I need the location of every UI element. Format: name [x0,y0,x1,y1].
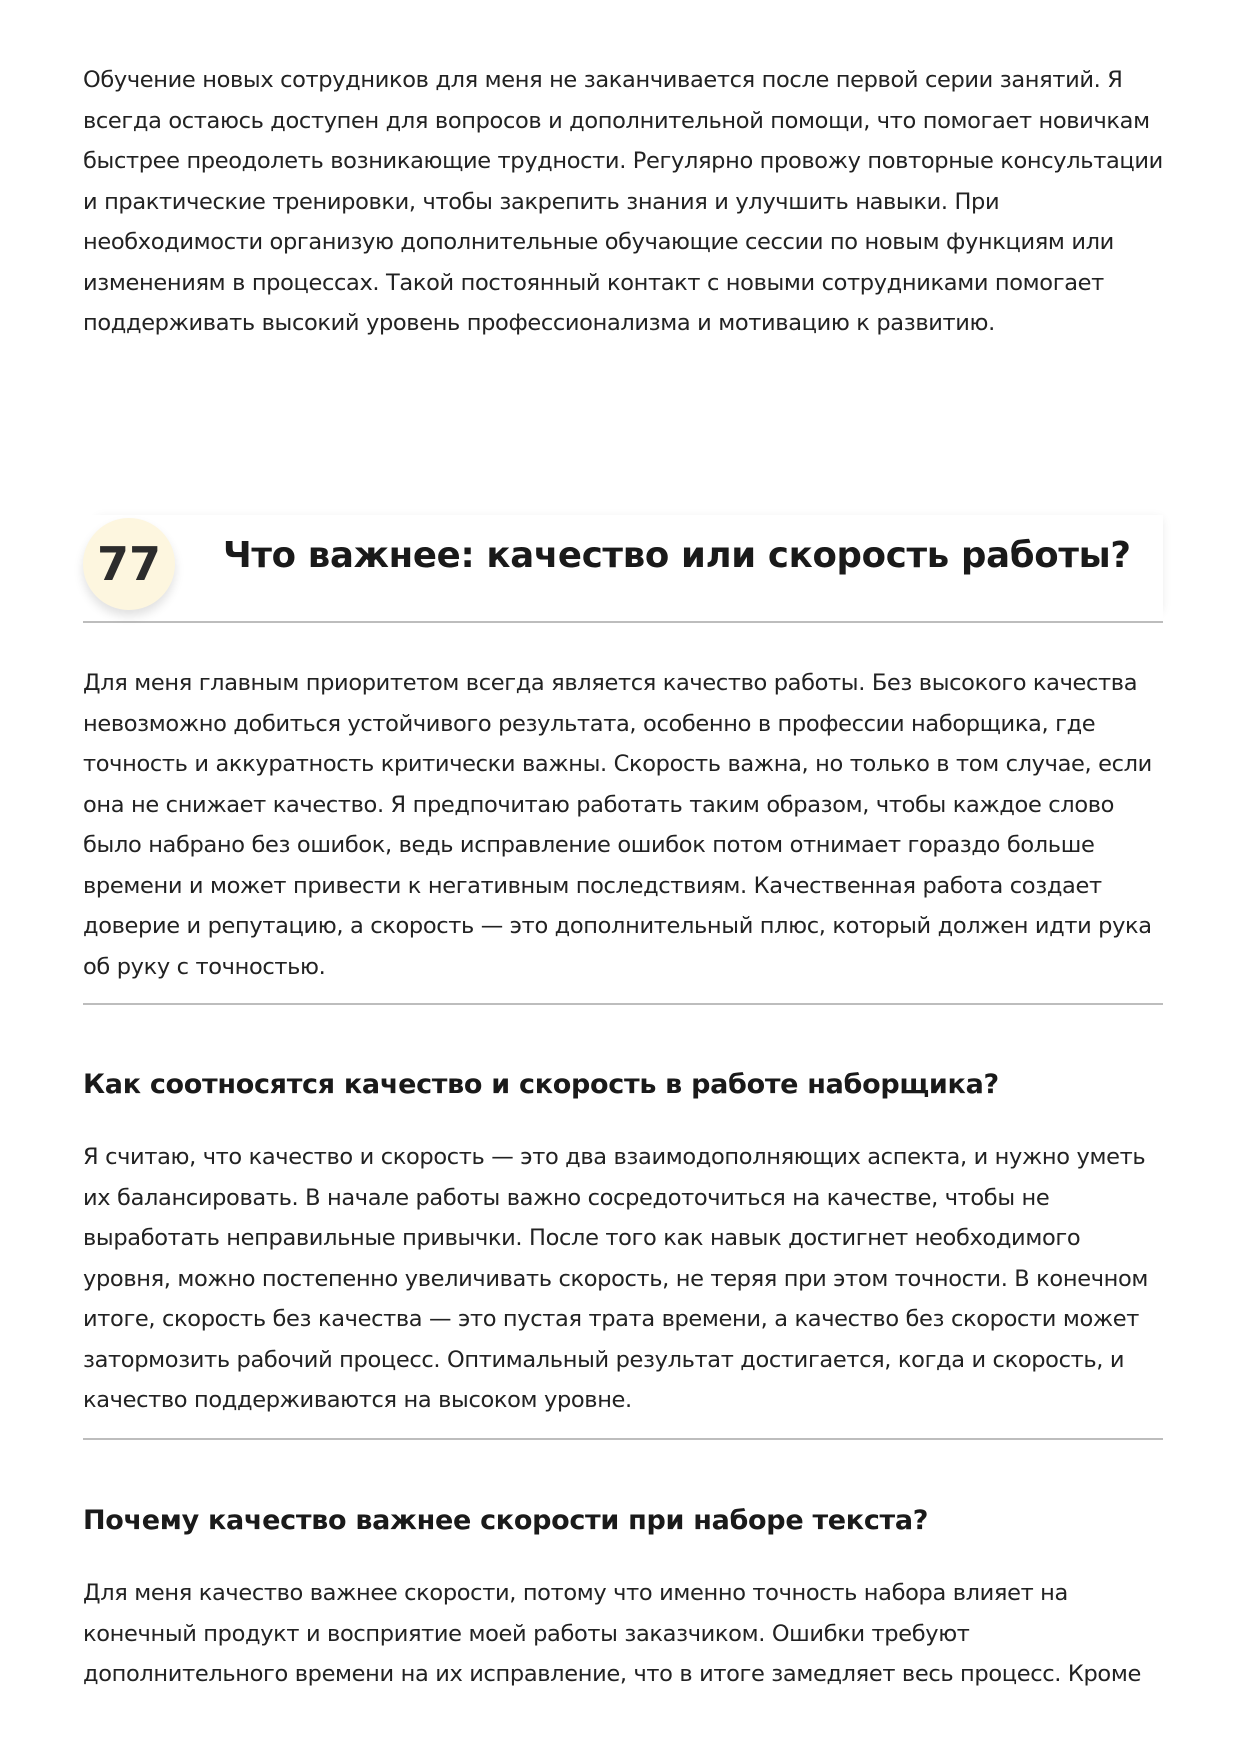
subsection-paragraph: Я считаю, что качество и скорость — это два взаимодополняющих аспекта, и нужно уметь их балансировать. В начале работы важно сосредоточиться на качестве, чтобы не выработать неправильные привычки. После того как навык достигнет необходимого уровня, можно постепенно увеличивать скорость, не теряя при этом точности. В конечном итоге, скорость без качества — это пустая трата времени, а качество без скорости может затормозить рабочий процесс. Оптимальный результат достигается, когда и скорость, и качество поддерживаются на высоком уровне. [83,1144,1149,1413]
question-header [83,515,1163,623]
subsection-heading: Как соотносятся качество и скорость в работе наборщика? [83,1069,999,1100]
question-answer-paragraph: Для меня главным приоритетом всегда является качество работы. Без высокого качества невозможно добиться устойчивого результата, особенно в профессии наборщика, где точность и аккуратность критически важны. Скорость важна, но только в том случае, если она не снижает качество. Я предпочитаю работать таким образом, чтобы каждое слово было набрано без ошибок, ведь исправление ошибок потом отнимает гораздо больше времени и может привести к негативным последствиям. Качественная работа создает доверие и репутацию, а скорость — это дополнительный плюс, который должен идти рука об руку с точностью. [83,670,1152,980]
intro-paragraph: Обучение новых сотрудников для меня не заканчивается после первой серии занятий. Я всегда остаюсь доступен для вопросов и дополнительной помощи, что помогает новичкам быстрее преодолеть возникающие трудности. Регулярно провожу повторные консультации и практические тренировки, чтобы закрепить знания и улучшить навыки. При необходимости организую дополнительные обучающие сессии по новым функциям или изменениям в процессах. Такой постоянный контакт с новыми сотрудниками помогает поддерживать высокий уровень профессионализма и мотивацию к развитию. [83,67,1163,336]
subsection-paragraph: Для меня качество важнее скорости, потому что именно точность набора влияет на конечный продукт и восприятие моей работы заказчиком. Ошибки требуют дополнительного времени на их исправление, что в итоге замедляет весь процесс. Кроме [83,1580,1141,1687]
subsection-heading: Почему качество важнее скорости при наборе текста? [83,1505,929,1536]
section-divider [83,1003,1163,1005]
question-title: Что важнее: качество или скорость работы? [223,535,1131,576]
question-number-badge: 77 [83,518,175,610]
section-divider [83,1438,1163,1440]
